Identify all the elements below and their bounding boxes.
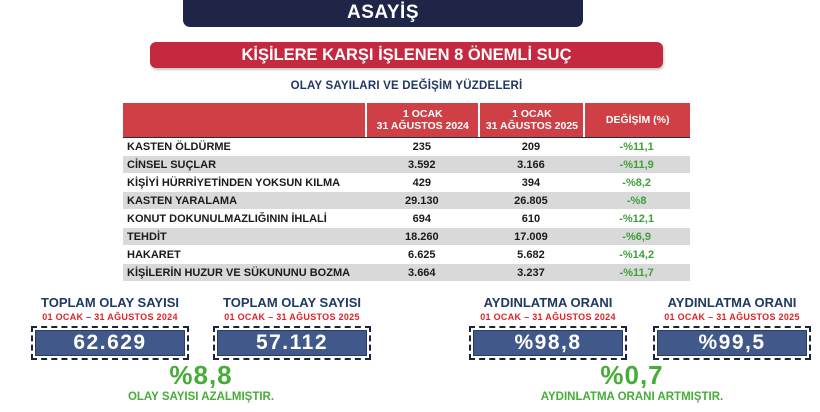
col-header-2024-line2: 31 AĞUSTOS 2024 xyxy=(376,120,469,132)
table-row xyxy=(123,156,690,174)
value-2024-cell: 235 xyxy=(412,140,431,153)
change-cell: -%11,1 xyxy=(619,140,654,153)
change-cell: -%6,9 xyxy=(622,230,652,243)
value-2025-cell: 17.009 xyxy=(514,230,548,243)
stat-value: 57.112 xyxy=(217,330,367,356)
value-2025-cell: 5.682 xyxy=(517,248,545,261)
value-2025-cell: 610 xyxy=(521,212,541,225)
stat-value-box xyxy=(31,326,189,360)
change-cell: -%11,7 xyxy=(619,266,654,279)
value-2024-cell: 6.625 xyxy=(408,248,436,261)
value-2025-cell: 209 xyxy=(521,140,541,153)
value-2024-cell: 18.260 xyxy=(404,230,439,243)
summary-value: %0,7 xyxy=(600,360,664,390)
col-header-crime xyxy=(123,103,365,137)
stat-period: 01 OCAK – 31 AĞUSTOS 2025 xyxy=(664,312,800,322)
table-row xyxy=(123,264,690,282)
table-row xyxy=(123,174,690,192)
table-row xyxy=(123,138,690,156)
col-header-2024-line1: 1 OCAK xyxy=(402,107,443,120)
col-header-2025-line1: 1 OCAK xyxy=(512,107,552,120)
table-row xyxy=(123,192,690,210)
crime-name-cell: KONUT DOKUNULMAZLIĞININ İHLALİ xyxy=(127,212,327,225)
table-row xyxy=(123,210,690,228)
crime-name-cell: KİŞİLERİN HUZUR VE SÜKUNUNU BOZMA xyxy=(127,266,351,279)
stat-title: AYDINLATMA ORANI xyxy=(667,295,797,310)
stat-title: AYDINLATMA ORANI xyxy=(483,295,613,310)
value-2025-cell: 3.237 xyxy=(517,266,545,279)
stat-period: 01 OCAK – 31 AĞUSTOS 2024 xyxy=(42,312,178,322)
col-header-2025 xyxy=(478,103,583,137)
value-2025-cell: 3.166 xyxy=(517,158,545,171)
crime-category-banner: KİŞİLERE KARŞI İŞLENEN 8 ÖNEMLİ SUÇ xyxy=(150,42,663,68)
stat-value-box xyxy=(469,326,627,360)
change-cell: -%8 xyxy=(626,194,647,207)
stat-value: %98,8 xyxy=(473,330,623,356)
table-body xyxy=(123,138,690,282)
stat-value: 62.629 xyxy=(35,330,185,356)
change-cell: -%11,9 xyxy=(619,158,654,171)
stat-block-aydinlatma-2024 xyxy=(460,295,636,360)
stat-title: TOPLAM OLAY SAYISI xyxy=(41,295,179,310)
crime-name-cell: TEHDİT xyxy=(127,230,167,243)
crime-name-cell: HAKARET xyxy=(127,248,181,261)
value-2024-cell: 3.664 xyxy=(408,266,436,279)
stat-block-toplam-olay-2025 xyxy=(204,295,380,360)
value-2024-cell: 429 xyxy=(412,176,431,189)
change-cell: -%8,2 xyxy=(622,176,652,189)
stat-block-toplam-olay-2024 xyxy=(22,295,198,360)
table-header-row xyxy=(123,103,690,138)
crime-name-cell: KASTEN YARALAMA xyxy=(127,194,238,207)
summary-caption: AYDINLATMA ORANI ARTMIŞTIR. xyxy=(540,391,724,403)
value-2024-cell: 3.592 xyxy=(408,158,436,171)
col-header-change xyxy=(583,103,690,137)
stat-period: 01 OCAK – 31 AĞUSTOS 2024 xyxy=(480,312,616,322)
table-row xyxy=(123,228,690,246)
stat-title: TOPLAM OLAY SAYISI xyxy=(223,295,361,310)
col-header-change-label: DEĞİŞİM (%) xyxy=(605,113,670,126)
col-header-2025-line2: 31 AĞUSTOS 2025 xyxy=(485,120,579,132)
change-cell: -%12,1 xyxy=(619,212,655,225)
stat-block-aydinlatma-2025 xyxy=(644,295,820,360)
crime-name-cell: KİŞİYİ HÜRRİYETİNDEN YOKSUN KILMA xyxy=(127,176,341,189)
crime-name-cell: CİNSEL SUÇLAR xyxy=(127,158,217,171)
crime-table xyxy=(123,103,690,282)
table-row xyxy=(123,246,690,264)
stat-value-box xyxy=(213,326,371,360)
summary-olay-sayisi-change xyxy=(22,362,380,403)
stat-period: 01 OCAK – 31 AĞUSTOS 2025 xyxy=(224,312,360,322)
summary-value: %8,8 xyxy=(169,360,233,390)
stat-value-box xyxy=(653,326,811,360)
summary-caption: OLAY SAYISI AZALMIŞTIR. xyxy=(127,391,275,403)
value-2025-cell: 26.805 xyxy=(514,194,548,207)
table-subtitle: OLAY SAYILARI VE DEĞİŞİM YÜZDELERİ xyxy=(290,80,523,92)
value-2025-cell: 394 xyxy=(521,176,541,189)
crime-name-cell: KASTEN ÖLDÜRME xyxy=(127,140,231,153)
col-header-2024 xyxy=(365,103,478,137)
summary-aydinlatma-change xyxy=(446,362,818,403)
stat-value: %99,5 xyxy=(657,330,807,356)
change-cell: -%14,2 xyxy=(619,248,655,261)
value-2024-cell: 29.130 xyxy=(404,194,439,207)
value-2024-cell: 694 xyxy=(412,212,431,225)
page-title: ASAYİŞ xyxy=(183,0,583,27)
